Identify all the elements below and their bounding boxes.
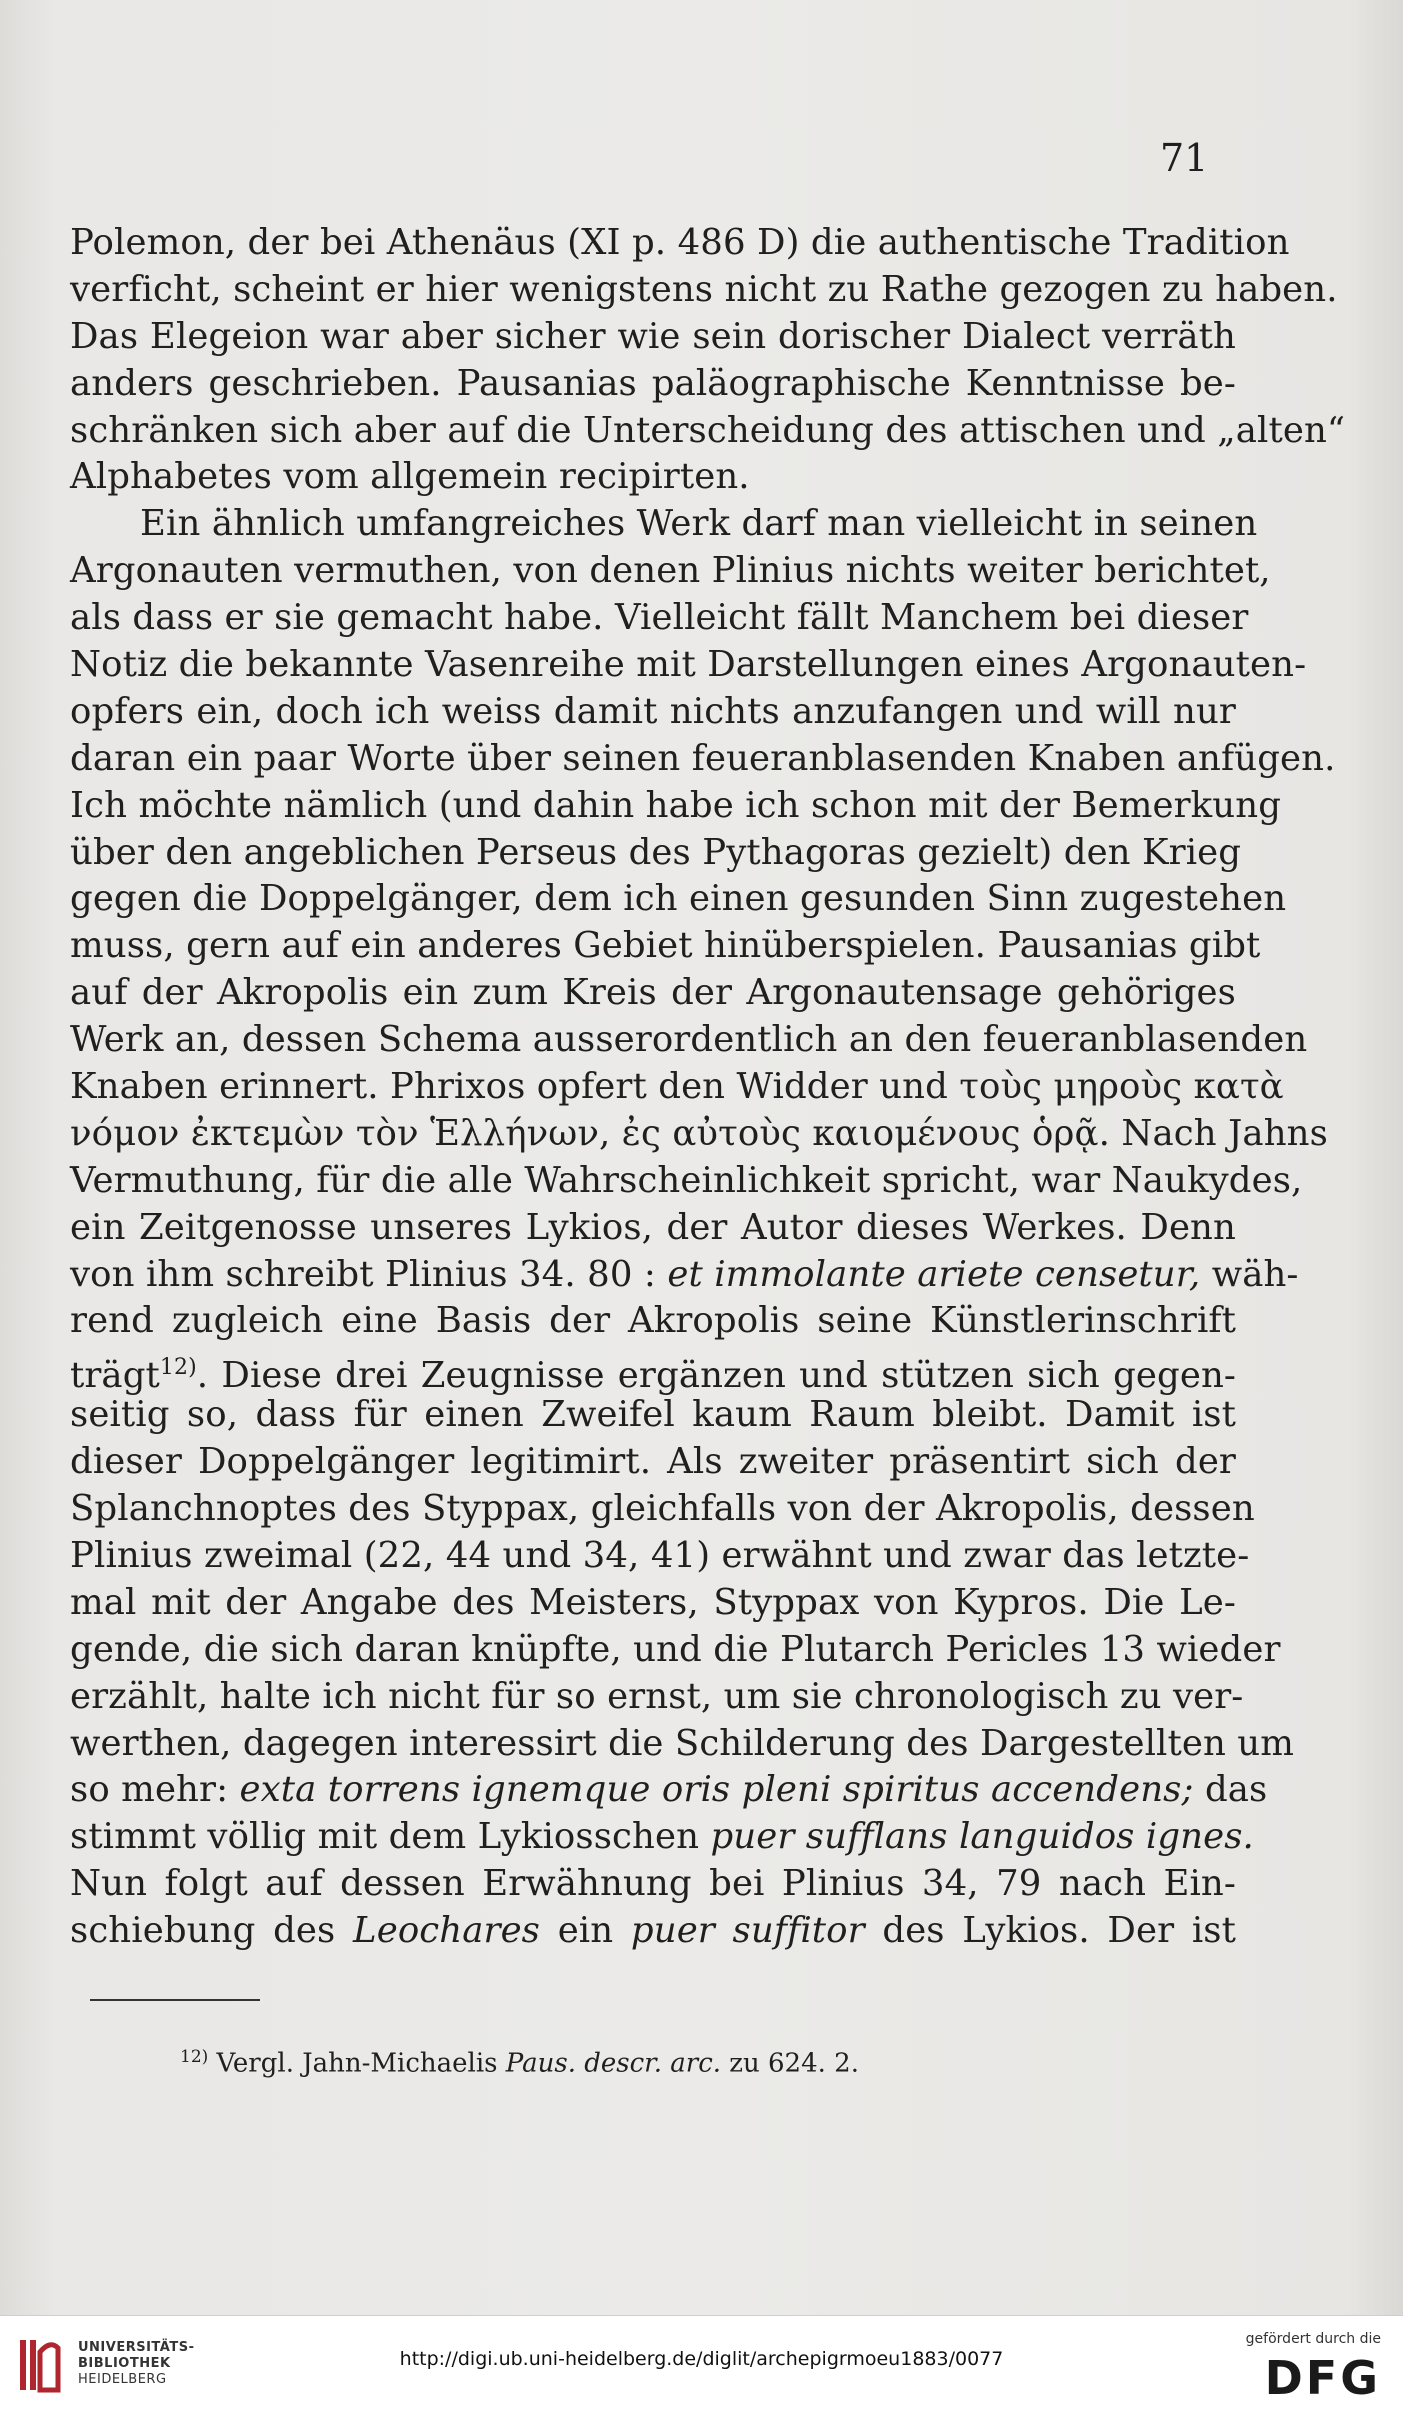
footnote — [180, 2040, 859, 2081]
text-line: νόμον ἐκτεμὼν τὸν Ἑλλήνων, ἐς αὐτοὺς καιομένους ὁρᾷ. Nach Jahns — [70, 1112, 1328, 1154]
latin-quote: puer sufflans languidos ignes. — [710, 1816, 1254, 1858]
footnote-marker: 12) — [180, 2047, 209, 2067]
text-line: Notiz die bekannte Vasenreihe mit Darstellungen eines Argonauten- — [70, 644, 1307, 686]
text-segment: das — [1204, 1769, 1268, 1811]
page-number: 71 — [1160, 136, 1209, 180]
funding-notice — [1246, 2330, 1381, 2404]
text-line: über den angeblichen Perseus des Pythagoras gezielt) den Krieg — [70, 831, 1242, 873]
text-line: Ich möchte nämlich (und dahin habe ich schon mit der Bemerkung — [70, 784, 1282, 826]
text-line: anders geschrieben. Pausanias paläographische Kenntnisse be- — [70, 362, 1236, 404]
text-line — [70, 1767, 1268, 1814]
latin-quote: puer suffitor — [630, 1910, 865, 1952]
footnote-text: zu 624. 2. — [721, 2048, 859, 2079]
text-segment: schiebung des — [70, 1910, 336, 1952]
text-line: Alphabetes vom allgemein recipirten. — [70, 456, 750, 498]
text-line: Vermuthung, für die alle Wahrscheinlichkeit spricht, war Naukydes, — [70, 1159, 1303, 1201]
text-segment: ein — [557, 1910, 614, 1952]
footnote-rule — [90, 1999, 260, 2001]
text-line: mal mit der Angabe des Meisters, Styppax von Kypros. Die Le- — [70, 1581, 1236, 1623]
text-line: seitig so, dass für einen Zweifel kaum Raum bleibt. Damit ist — [70, 1394, 1236, 1436]
text-segment: trägt — [70, 1355, 160, 1397]
text-line: erzählt, halte ich nicht für so ernst, um sie chronologisch zu ver- — [70, 1675, 1244, 1717]
latin-quote: et immolante ariete censetur, — [667, 1253, 1201, 1295]
text-line: Ein ähnlich umfangreiches Werk darf man vielleicht in seinen — [140, 503, 1258, 545]
text-line: Nun folgt auf dessen Erwähnung bei Plinius 34, 79 nach Ein- — [70, 1863, 1236, 1905]
name-italic: Leochares — [353, 1910, 540, 1952]
viewer-footer — [0, 2315, 1403, 2416]
text-line: muss, gern auf ein anderes Gebiet hinüberspielen. Pausanias gibt — [70, 925, 1261, 967]
footnote-reference: 12) — [159, 1355, 197, 1381]
text-line: gegen die Doppelgänger, dem ich einen gesunden Sinn zugestehen — [70, 878, 1287, 920]
text-segment: . Diese drei Zeugnisse ergänzen und stützen sich gegen- — [196, 1355, 1236, 1397]
text-segment: so mehr: — [70, 1769, 229, 1811]
text-line: Knaben erinnert. Phrixos opfert den Widder und τοὺς μηροὺς κατὰ — [70, 1066, 1284, 1108]
text-segment: wäh- — [1211, 1253, 1299, 1295]
text-line: dieser Doppelgänger legitimirt. Als zweiter präsentirt sich der — [70, 1441, 1236, 1483]
text-line: opfers ein, doch ich weiss damit nichts anzufangen und will nur — [70, 690, 1236, 732]
footnote-text: Vergl. Jahn-Michaelis — [208, 2048, 506, 2079]
text-line: daran ein paar Worte über seinen feueranblasenden Knaben anfügen. — [70, 737, 1336, 779]
text-line: Plinius zweimal (22, 44 und 34, 41) erwähnt und zwar das letzte- — [70, 1534, 1250, 1576]
body-text — [70, 220, 1346, 1955]
text-line: auf der Akropolis ein zum Kreis der Argonautensage gehöriges — [70, 972, 1236, 1014]
text-line: Argonauten vermuthen, von denen Plinius nichts weiter berichtet, — [70, 550, 1271, 592]
text-line: Werk an, dessen Schema ausserordentlich an den feueranblasenden — [70, 1019, 1308, 1061]
latin-quote: exta torrens ignemque oris pleni spiritus accendens; — [239, 1769, 1194, 1811]
text-line: ein Zeitgenosse unseres Lykios, der Autor dieses Werkes. Denn — [70, 1206, 1236, 1248]
text-line: rend zugleich eine Basis der Akropolis seine Künstlerinschrift — [70, 1300, 1236, 1342]
text-line — [70, 1345, 1236, 1397]
text-line: werthen, dagegen interessirt die Schilderung des Dargestellten um — [70, 1722, 1295, 1764]
funding-note: gefördert durch die — [1245, 2331, 1381, 2347]
text-line: verficht, scheint er hier wenigstens nicht zu Rathe gezogen zu haben. — [70, 268, 1338, 310]
text-segment: des Lykios. Der ist — [882, 1910, 1236, 1952]
text-line: Polemon, der bei Athenäus (XI p. 486 D) die authentische Tradition — [70, 222, 1290, 263]
text-segment: von ihm schreibt Plinius 34. 80 : — [70, 1253, 656, 1295]
dfg-logo: DFG — [1264, 2351, 1381, 2405]
institution-line: UNIVERSITÄTS- — [78, 2340, 195, 2355]
text-line: schränken sich aber auf die Unterscheidung des attischen und „alten“ — [70, 409, 1346, 451]
footnote-title: Paus. descr. arc. — [505, 2048, 722, 2079]
text-line: als dass er sie gemacht habe. Vielleicht fällt Manchem bei dieser — [70, 597, 1249, 639]
text-line: gende, die sich daran knüpfte, und die Plutarch Pericles 13 wieder — [70, 1628, 1281, 1670]
permalink-url[interactable]: http://digi.ub.uni-heidelberg.de/diglit/archepigrmoeu1883/0077 — [399, 2348, 1004, 2370]
text-line: Das Elegeion war aber sicher wie sein dorischer Dialect verräth — [70, 315, 1236, 357]
text-line — [70, 1252, 1299, 1299]
text-line: Splanchnoptes des Styppax, gleichfalls von der Akropolis, dessen — [70, 1488, 1255, 1530]
text-line — [70, 1814, 1254, 1861]
institution-line: HEIDELBERG — [78, 2372, 167, 2387]
text-segment: stimmt völlig mit dem Lykiosschen — [70, 1816, 700, 1858]
text-line — [70, 1908, 1236, 1955]
institution-line: BIBLIOTHEK — [78, 2356, 171, 2371]
